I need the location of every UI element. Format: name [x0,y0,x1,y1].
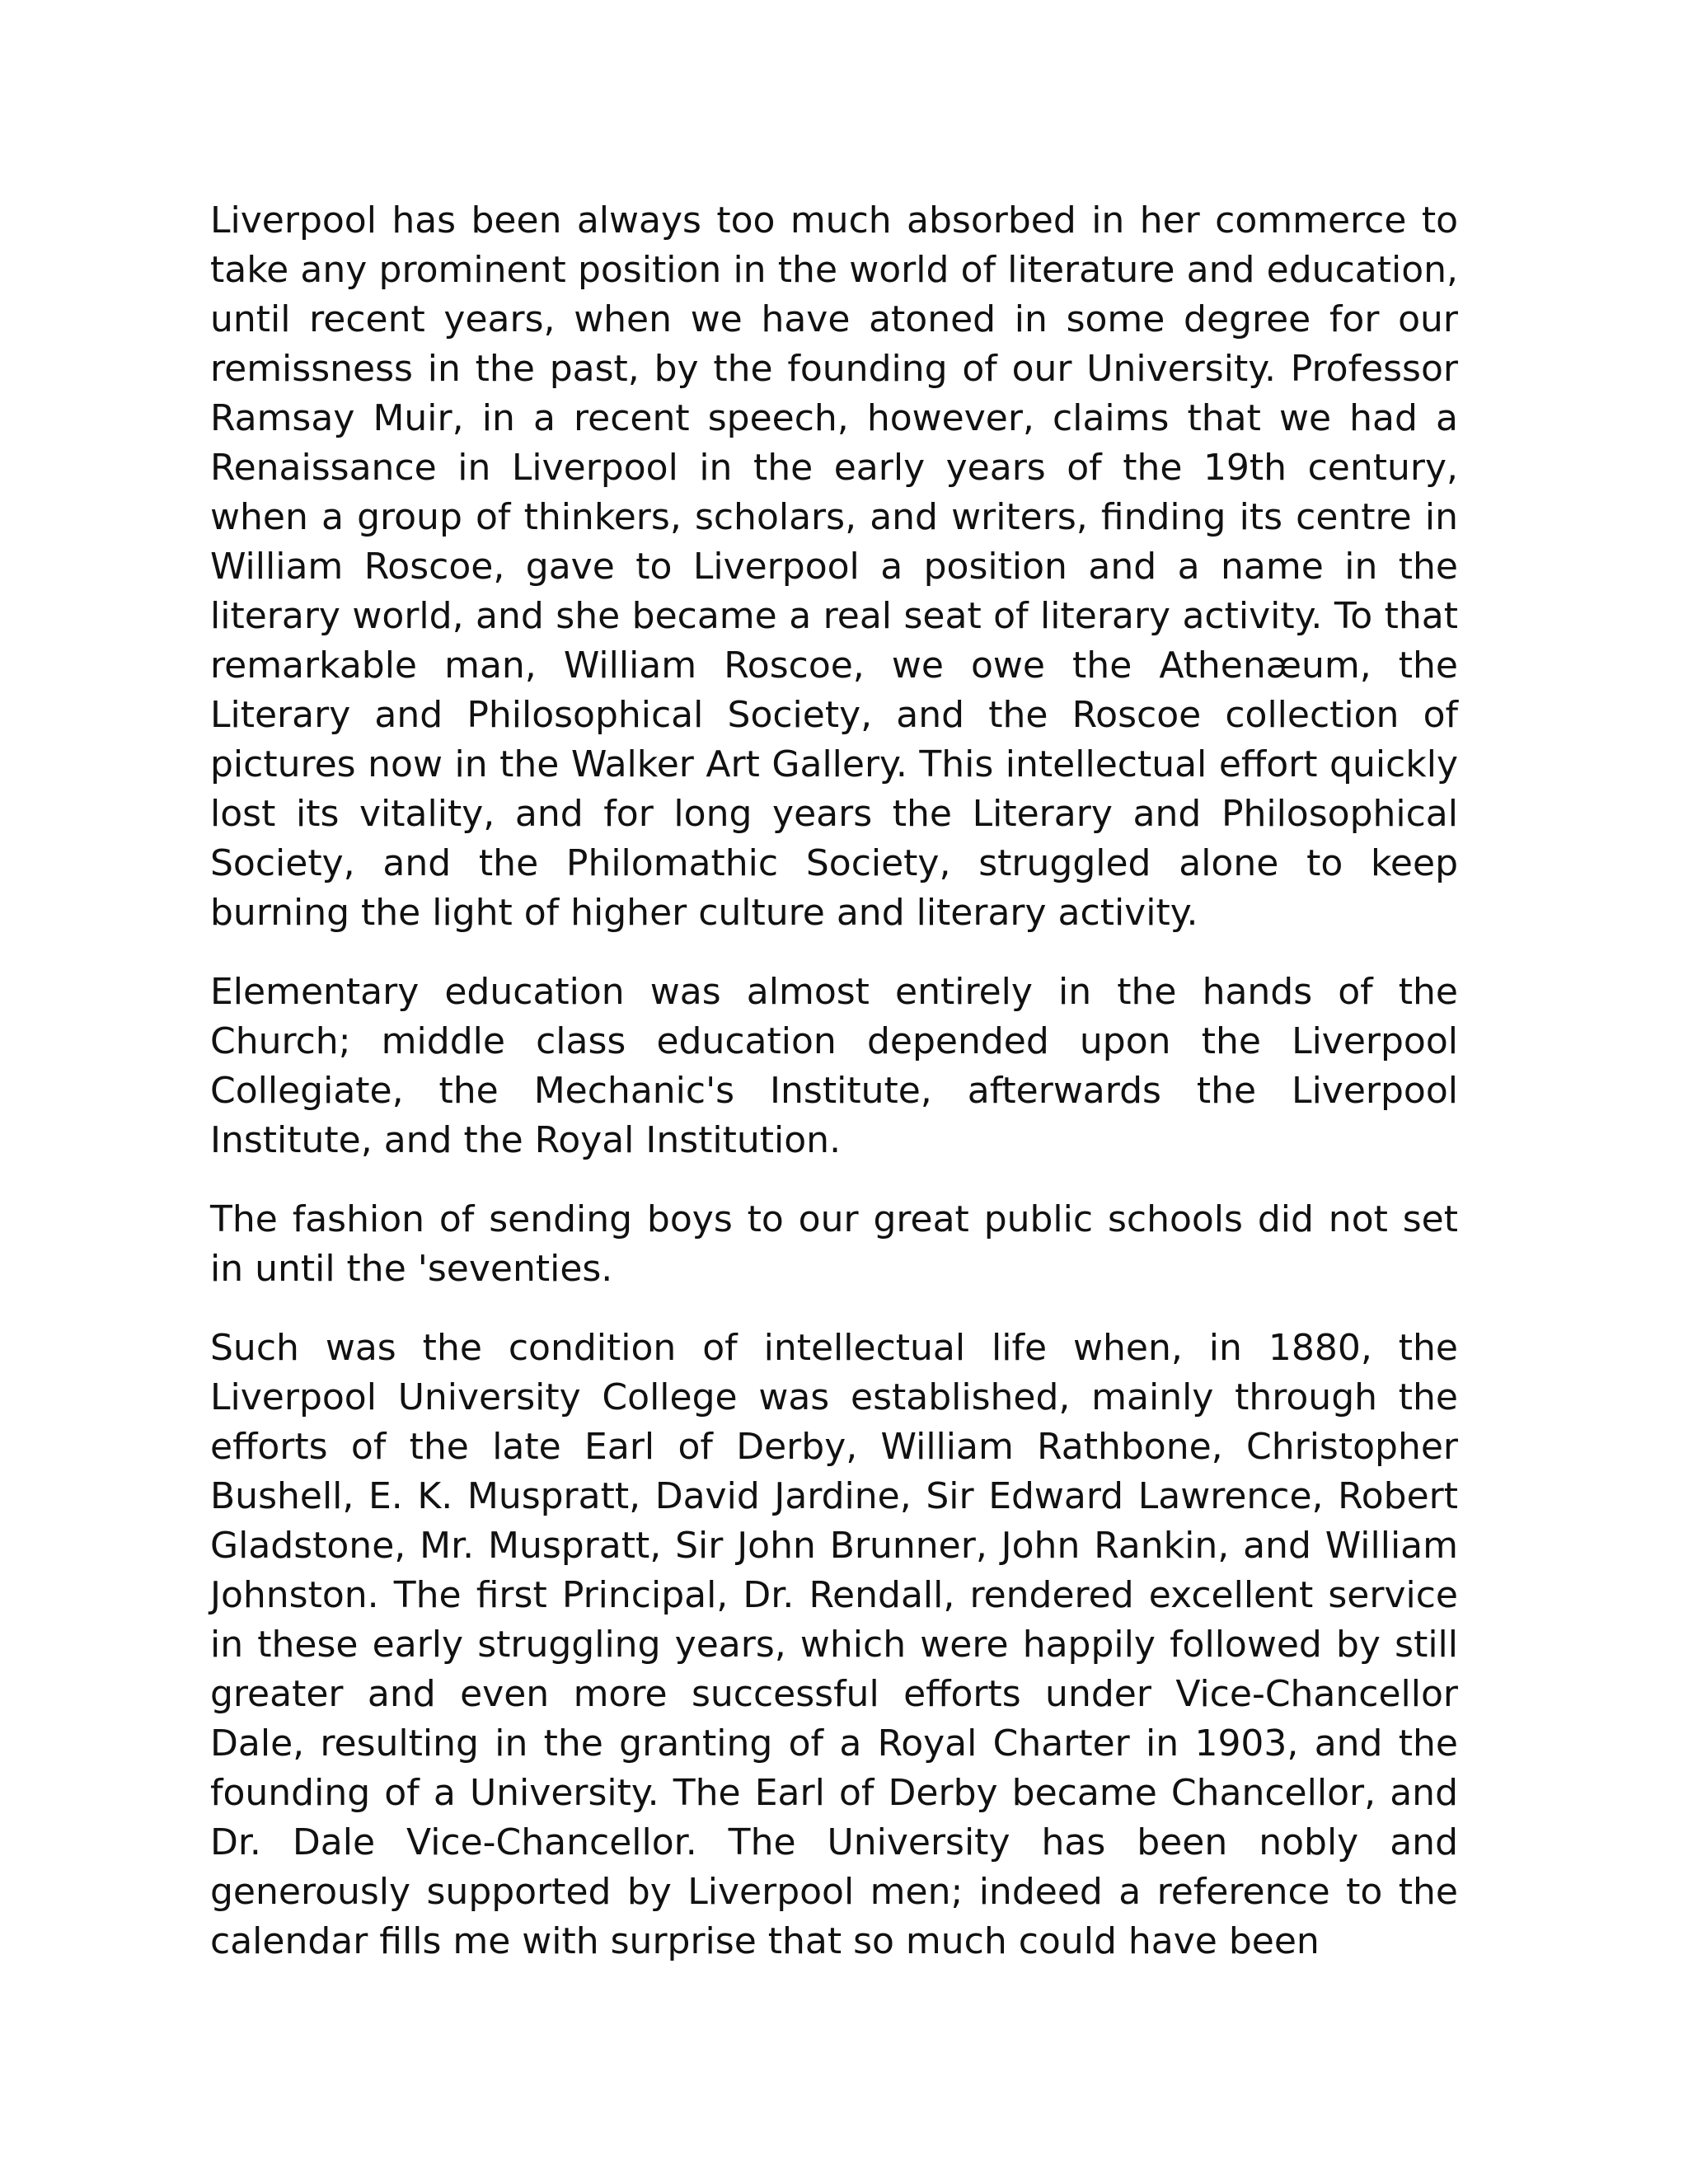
paragraph-4: Such was the condition of intellectual life when, in 1880, the Liverpool University College was established, mainly through the efforts of the late Earl of Derby, William Rathbone, Christopher Bushell, E. K. Muspratt, David Jardine, Sir Edward Lawrence, Robert Gladstone, Mr. Muspratt, Sir John Brunner, John Rankin, and William Johnston. The first Principal, Dr. Rendall, rendered excellent service in these early struggling years, which were happily followed by still greater and even more successful efforts under Vice-Chancellor Dale, resulting in the granting of a Royal Charter in 1903, and the founding of a University. The Earl of Derby became Chancellor, and Dr. Dale Vice-Chancellor. The University has been nobly and generously supported by Liverpool men; indeed a reference to the calendar fills me with surprise that so much could have been [210,1327,1458,1962]
body-text [210,196,1458,1996]
paragraph-2: Elementary education was almost entirely in the hands of the Church; middle class education depended upon the Liverpool Collegiate, the Mechanic's Institute, afterwards the Liverpool Institute, and the Royal Institution. [210,971,1458,1161]
paragraph-1: Liverpool has been always too much absorbed in her commerce to take any prominent position in the world of literature and education, until recent years, when we have atoned in some degree for our remissness in the past, by the founding of our University. Professor Ramsay Muir, in a recent speech, however, claims that we had a Renaissance in Liverpool in the early years of the 19th century, when a group of thinkers, scholars, and writers, finding its centre in William Roscoe, gave to Liverpool a position and a name in the literary world, and she became a real seat of literary activity. To that remarkable man, William Roscoe, we owe the Athenæum, the Literary and Philosophical Society, and the Roscoe collection of pictures now in the Walker Art Gallery. This intellectual effort quickly lost its vitality, and for long years the Literary and Philosophical Society, and the Philomathic Society, struggled alone to keep burning the light of higher culture and literary activity. [210,199,1458,934]
paragraph-3: The fashion of sending boys to our great public schools did not set in until the 'seventies. [210,1198,1458,1290]
